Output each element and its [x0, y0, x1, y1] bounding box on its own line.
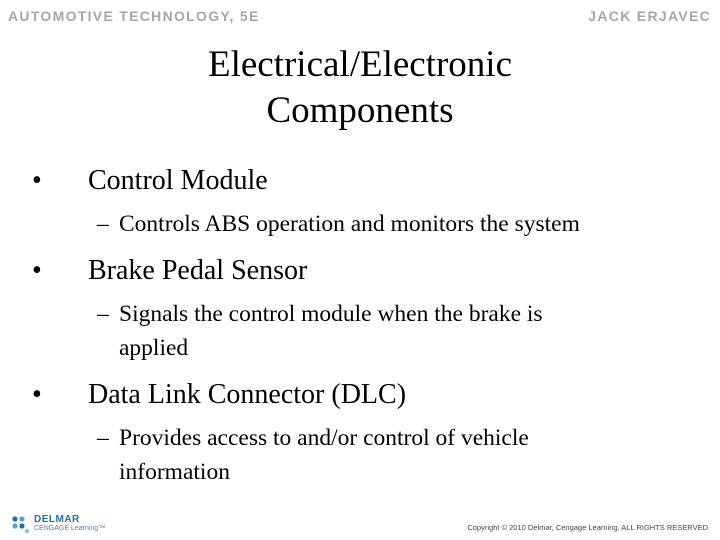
bullet-item	[30, 377, 700, 413]
sub-bullet-item	[30, 297, 679, 365]
bullet-item	[30, 163, 700, 199]
sub-bullet-item	[30, 421, 679, 489]
bullet-dot-icon: •	[32, 255, 42, 286]
copyright-notice: Copyright © 2010 Delmar, Cengage Learning. ALL RIGHTS RESERVED	[467, 523, 708, 532]
bullet-item	[30, 253, 700, 289]
bullet-list	[30, 163, 700, 489]
sub-bullet-line: Controls ABS operation and monitors the system	[119, 211, 580, 237]
slide-title-line-1: Electrical/Electronic	[207, 44, 513, 85]
book-title: AUTOMOTIVE TECHNOLOGY, 5E	[8, 8, 260, 24]
logo-delmar-text: DELMAR	[34, 514, 80, 525]
dash-icon: –	[97, 301, 109, 327]
sub-bullet-line: Provides access to and/or control of vehicle	[119, 425, 529, 451]
dash-icon: –	[97, 211, 109, 237]
sub-bullet-line: Signals the control module when the brake is	[119, 301, 543, 327]
dash-icon: –	[97, 425, 109, 451]
sub-bullet-line: applied	[119, 335, 189, 361]
sub-bullet-item	[30, 207, 679, 241]
slide-title-line-2: Components	[266, 90, 454, 131]
bullet-label: Control Module	[88, 165, 268, 196]
sub-bullet-line: information	[119, 459, 230, 485]
bullet-dot-icon: •	[32, 379, 42, 410]
publisher-logo	[10, 514, 105, 534]
bullet-dot-icon: •	[32, 165, 42, 196]
author-name: JACK ERJAVEC	[588, 8, 711, 24]
bullet-label: Brake Pedal Sensor	[88, 255, 308, 286]
bullet-label: Data Link Connector (DLC)	[88, 379, 407, 410]
delmar-logo-icon	[10, 514, 30, 534]
logo-cengage-text: CENGAGE Learning™	[34, 525, 106, 532]
slide-title	[0, 42, 720, 134]
